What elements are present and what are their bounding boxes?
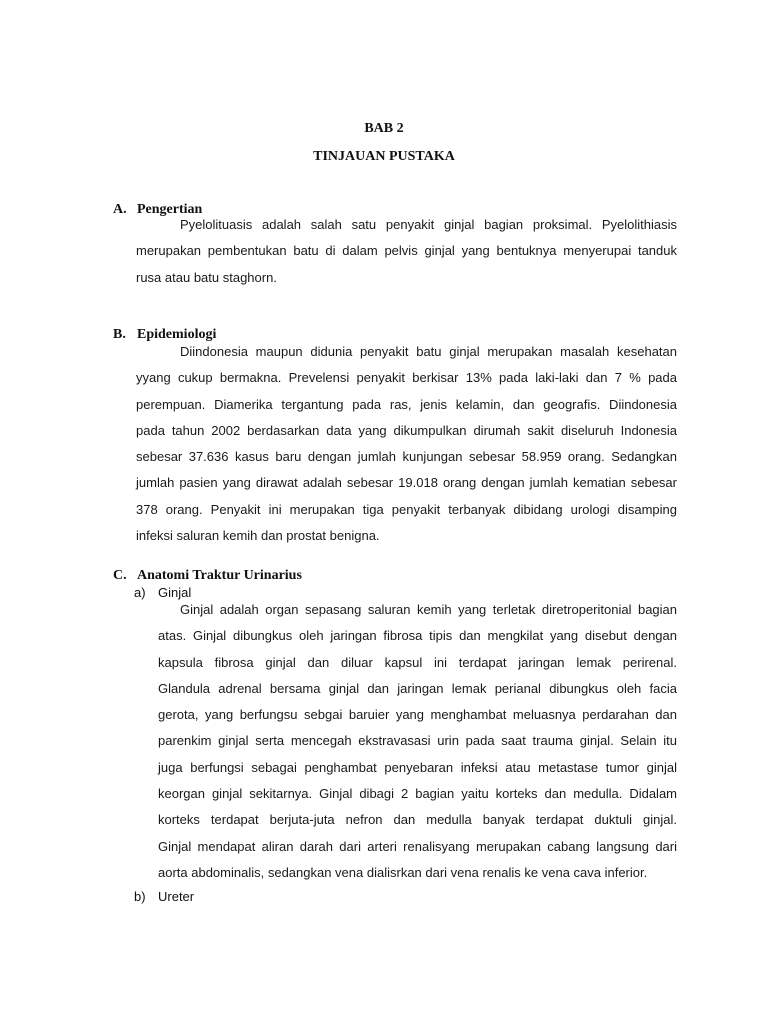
paragraph-line: Glandula adrenal bersama ginjal dan jaringan lemak perianal dibungkus oleh facia bbox=[158, 680, 677, 696]
paragraph-line: Ginjal adalah organ sepasang saluran kemih yang terletak diretroperitonial bagian bbox=[180, 602, 677, 617]
chapter-title: TINJAUAN PUSTAKA bbox=[313, 149, 455, 164]
paragraph-line: infeksi saluran kemih dan prostat benigna. bbox=[136, 528, 380, 544]
chapter-number: BAB 2 bbox=[364, 121, 404, 136]
paragraph-line: Pyelolituasis adalah salah satu penyakit ginjal bagian proksimal. Pyelolithiasis bbox=[180, 217, 677, 232]
paragraph-line: perempuan. Diamerika tergantung pada ras, jenis kelamin, dan geografis. Diindonesia bbox=[136, 396, 677, 412]
subsection-marker: a) bbox=[134, 585, 146, 600]
section-paragraph-pengertian bbox=[136, 212, 677, 291]
subsection-title: Ureter bbox=[158, 889, 195, 904]
paragraph-line: aorta abdominalis, sedangkan vena dialisrkan dari vena renalis ke vena cava inferior. bbox=[158, 864, 648, 880]
subsection-paragraph-ginjal bbox=[158, 597, 677, 886]
paragraph-line: Diindonesia maupun didunia penyakit batu ginjal merupakan masalah kesehatan bbox=[180, 344, 677, 359]
paragraph-line: yyang cukup bermakna. Prevelensi penyakit berkisar 13% pada laki-laki dan 7 % pada bbox=[136, 370, 677, 386]
paragraph-line: kapsula fibrosa ginjal dan diluar kapsul ini terdapat jaringan lemak perirenal. bbox=[158, 654, 677, 670]
paragraph-line: 378 orang. Penyakit ini merupakan tiga penyakit terbanyak dibidang urologi disamping bbox=[136, 501, 677, 517]
section-title: Anatomi Traktur Urinarius bbox=[137, 568, 302, 583]
paragraph-line: korteks terdapat berjuta-juta nefron dan medulla banyak terdapat duktuli ginjal. bbox=[158, 812, 677, 828]
paragraph-line: rusa atau batu staghorn. bbox=[136, 269, 277, 285]
section-title: Epidemiologi bbox=[137, 327, 217, 342]
section-marker: B. bbox=[113, 327, 126, 342]
subsection-heading-ureter bbox=[134, 889, 194, 904]
paragraph-line: juga berfungsi sebagai penghambat penyebaran infeksi atau metastase tumor ginjal bbox=[158, 759, 677, 775]
paragraph-line: parenkim ginjal serta mencegah ekstravasasi urin pada saat trauma ginjal. Selain itu bbox=[158, 733, 677, 749]
subsection-title: Ginjal bbox=[158, 585, 192, 600]
paragraph-line: keorgan ginjal sekitarnya. Ginjal dibagi 2 bagian yaitu korteks dan medulla. Didalam bbox=[158, 786, 677, 802]
paragraph-line: Ginjal mendapat aliran darah dari arteri renalisyang merupakan cabang langsung dari bbox=[158, 838, 677, 854]
section-paragraph-epidemiologi bbox=[136, 339, 677, 549]
section-marker: A. bbox=[113, 202, 127, 217]
section-heading-anatomi bbox=[113, 568, 302, 584]
section-title: Pengertian bbox=[137, 202, 203, 217]
paragraph-line: merupakan pembentukan batu di dalam pelvis ginjal yang bentuknya menyerupai tanduk bbox=[136, 243, 677, 259]
section-marker: C. bbox=[113, 568, 127, 583]
paragraph-line: pada tahun 2002 berdasarkan data yang dikumpulkan dirumah sakit diseluruh Indonesia bbox=[136, 422, 677, 438]
paragraph-line: sebesar 37.636 kasus baru dengan jumlah kunjungan sebesar 58.959 orang. Sedangkan bbox=[136, 449, 677, 465]
subsection-marker: b) bbox=[134, 889, 146, 904]
paragraph-line: jumlah pasien yang dirawat adalah sebesar 19.018 orang dengan jumlah kematian sebesar bbox=[136, 475, 677, 491]
paragraph-line: gerota, yang berfungsu sebgai baruier yang menghambat meluasnya perdarahan dan bbox=[158, 707, 677, 723]
paragraph-line: atas. Ginjal dibungkus oleh jaringan fibrosa tipis dan mengkilat yang disebut dengan bbox=[158, 628, 677, 644]
